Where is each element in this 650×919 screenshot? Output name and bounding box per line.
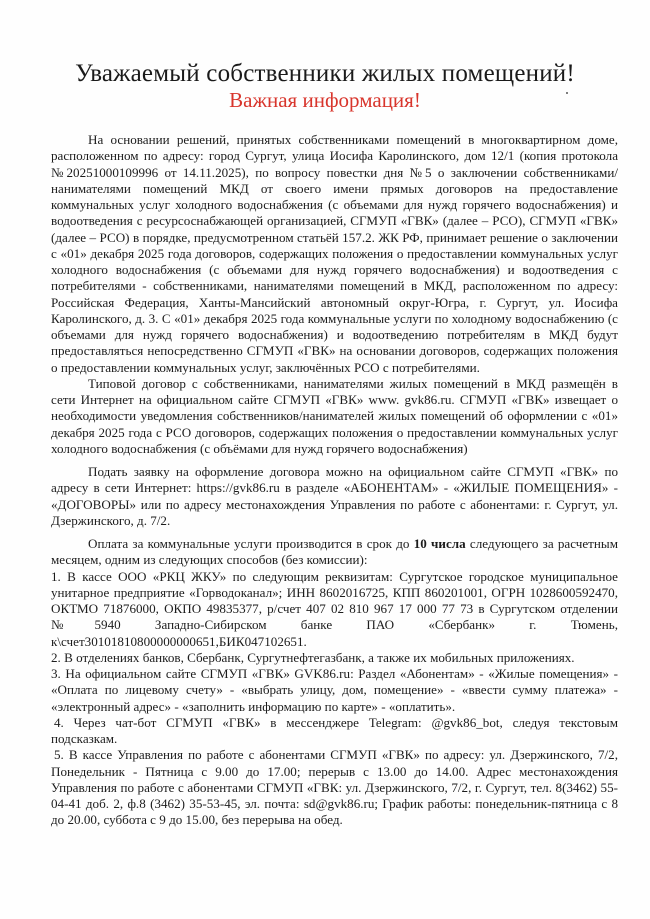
payment-method-5: 5. В кассе Управления по работе с абонентами СГМУП «ГВК» по адресу: ул. Дзержинского, 7/2, Понедельник - Пятница с 9.00 до 17.00; перерыв с 13.00 до 14.00. Адрес местонахождения Управления по работе с абонентами СГМУП «ГВК: ул. Дзержинского, 7/2, г. Сургут, тел. 8(3462) 55-04-41 доб. 2, ф.8 (3462) 35-53-45, эл. почта: sd@gvk86.ru; График работы: понедельник-пятница с 8 до 20.00, суббота с 9 до 15.00, без перерыва на обед. bbox=[51, 747, 618, 828]
paragraph-payment-deadline bbox=[51, 536, 618, 569]
page-title: Уважаемый собственники жилых помещений! bbox=[75, 60, 575, 87]
page-subtitle: Важная информация! bbox=[229, 88, 421, 112]
paragraph-decision: На основании решений, принятых собственниками помещений в многоквартирном доме, расположенном по адресу: город Сургут, улица Иосифа Каролинского, дом 12/1 (копия протокола №20251000109996 от 14.11.2025), по вопросу повестки дня №5 о заключении собственниками/нанимателями помещений МКД от своего имени прямых договоров на предоставление коммунальных услуг холодного водоснабжения (с объемами для нужд горячего водоснабжения) и водоотведения с ресурсоснабжающей организацией, СГМУП «ГВК» (далее – РСО), СГМУП «ГВК» (далее – РСО) в порядке, предусмотренном статьёй 157.2. ЖК РФ, принимает решение о заключении с «01» декабря 2025 года договоров, содержащих положения о предоставлении коммунальных услуг холодного водоснабжения (с объемами для нужд горячего водоснабжения) и водоотведения с потребителями - собственниками, нанимателями помещений в МКД, расположенном по адресу: Российская Федерация, Ханты-Мансийский автономный округ-Югра, г. Сургут, ул. Иосифа Каролинского, д. 3. С «01» декабря 2025 года коммунальные услуги по холодному водоснабжению (с объемами для нужд горячего водоснабжения) и водоотведению потребителям в МКД будут предоставляться непосредственно СГМУП «ГВК» на основании договоров, содержащих положения о предоставлении коммунальных услуг, заключённых РСО с потребителями. bbox=[51, 132, 618, 375]
payment-method-3: 3. На официальном сайте СГМУП «ГВК» GVK86.ru: Раздел «Абонентам» - «Жилые помещения» - «Оплата по лицевому счету» - «выбрать улицу, дом, помещение» - «ввести сумму платежа» - «электронный адрес» - «заполнить информацию по карте» - «оплатить». bbox=[51, 666, 618, 714]
payment-method-1: 1. В кассе ООО «РКЦ ЖКУ» по следующим реквизитам: Сургутское городское муниципальное унитарное предприятие «Горводоканал»; ИНН 8602016725, КПП 860201001, ОГРН 1028600592470, ОКТМО 71876000, ОКПО 49835377, р/счет 407 02 810 967 17 000 77 73 в Сургутском отделении №5940 Западно-Сибирском банке ПАО «Сбербанк» г. Тюмень, к\счет30101810800000000651,БИК047102651. bbox=[51, 568, 618, 649]
document-body bbox=[51, 132, 618, 829]
payment-deadline-text-before: Оплата за коммунальные услуги производится в срок до bbox=[88, 536, 414, 551]
paragraph-application: Подать заявку на оформление договора можно на официальном сайте СГМУП «ГВК» по адресу в сети Интернет: https://gvk86.ru в разделе «АБОНЕНТАМ» - «ЖИЛЫЕ ПОМЕЩЕНИЯ» - «ДОГОВОРЫ» или по адресу местонахождения Управления по работе с абонентами: г. Сургут, ул. Дзержинского, д. 7/2. bbox=[51, 464, 618, 528]
payment-deadline-text-after: следующего за расчетным месяцем, одним из следующих способов (без комиссии): bbox=[51, 536, 618, 568]
payment-method-4: 4. Через чат-бот СГМУП «ГВК» в мессенджере Telegram: @gvk86_bot, следуя текстовым подсказкам. bbox=[51, 714, 618, 746]
stray-dot bbox=[566, 92, 568, 94]
paragraph-contract-template: Типовой договор с собственниками, нанимателями жилых помещений в МКД размещён в сети Интернет на официальном сайте СГМУП «ГВК» www. gvk86.ru. СГМУП «ГВК» извещает о необходимости уведомления собственников/нанимателей жилых помещений об оформлении с «01» декабря 2025 года с РСО договоров, содержащих положения о предоставлении коммунальных услуг холодного водоснабжения (с объёмами для нужд горячего водоснабжения) bbox=[51, 375, 618, 456]
payment-deadline-bold: 10 числа bbox=[413, 536, 466, 551]
payment-method-2: 2. В отделениях банков, Сбербанк, Сургутнефтегазбанк, а также их мобильных приложениях. bbox=[51, 649, 575, 665]
